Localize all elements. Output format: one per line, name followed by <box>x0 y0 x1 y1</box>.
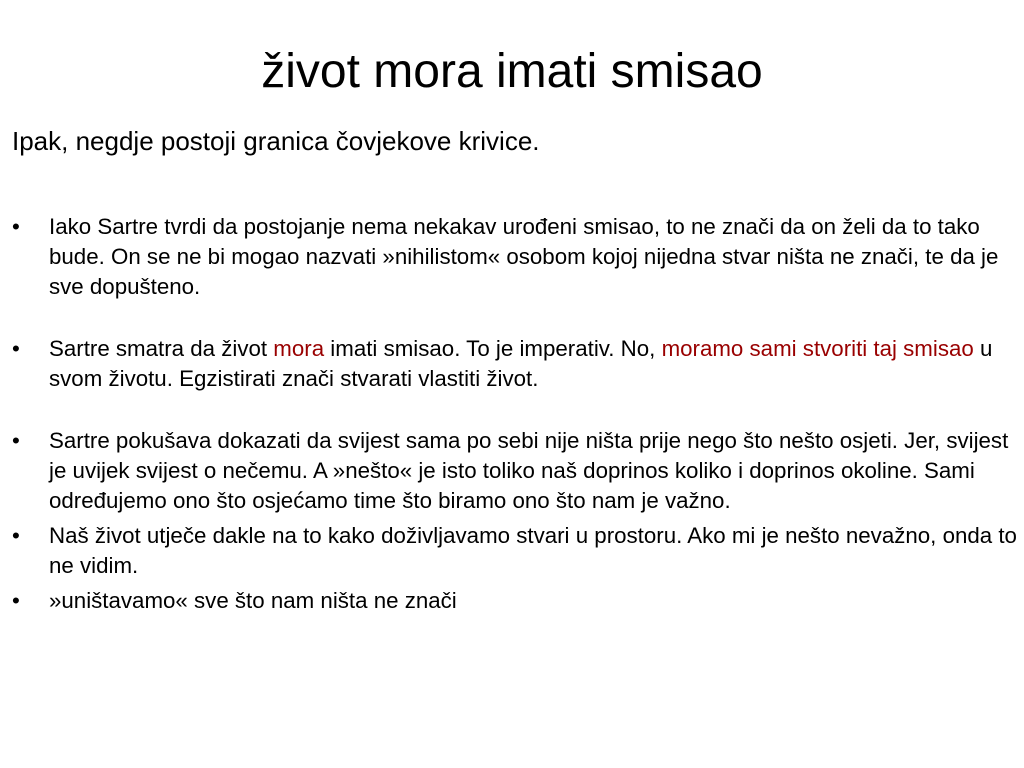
bullet-list <box>12 212 1017 616</box>
bullet-item-3 <box>12 426 1017 516</box>
slide-title: život mora imati smisao <box>261 45 763 98</box>
bullet-text: Naš život utječe dakle na to kako doživljavamo stvari u prostoru. Ako mi je nešto nevažno, onda to ne vidim. <box>49 523 1017 578</box>
bullet-emphasis: mora <box>273 336 325 361</box>
bullet-dot: • <box>12 588 20 613</box>
bullet-item-2 <box>12 334 1017 394</box>
bullet-text: Sartre pokušava dokazati da svijest sama po sebi nije ništa prije nego što nešto osjeti. Jer, svijest je uvijek svijest o nečemu. A »nešto« je isto toliko naš doprinos koliko i doprinos okoline. Sami određujemo ono što osjećamo time što biramo ono što nam je važno. <box>49 428 1009 513</box>
bullet-text: »uništavamo« sve što nam ništa ne znači <box>49 588 457 613</box>
bullet-text-part: Sartre smatra da život <box>49 336 274 361</box>
bullet-item-5 <box>12 586 1017 616</box>
bullet-emphasis: moramo sami stvoriti taj smisao <box>661 336 974 361</box>
bullet-dot: • <box>12 214 20 239</box>
bullet-dot: • <box>12 428 20 453</box>
bullet-text-part: u svom životu. Egzistirati znači stvarati vlastiti život. <box>49 336 993 391</box>
slide-subtitle: Ipak, negdje postoji granica čovjekove krivice. <box>12 126 540 156</box>
bullet-item-4 <box>12 521 1017 581</box>
bullet-text-part: imati smisao. To je imperativ. No, <box>324 336 662 361</box>
bullet-dot: • <box>12 523 20 548</box>
bullet-text: Iako Sartre tvrdi da postojanje nema nekakav urođeni smisao, to ne znači da on želi da to tako bude. On se ne bi mogao nazvati »nihilistom« osobom kojoj nijedna stvar ništa ne znači, te da je sve dopušteno. <box>49 214 999 299</box>
bullet-dot: • <box>12 336 20 361</box>
bullet-item-1 <box>12 212 1017 302</box>
